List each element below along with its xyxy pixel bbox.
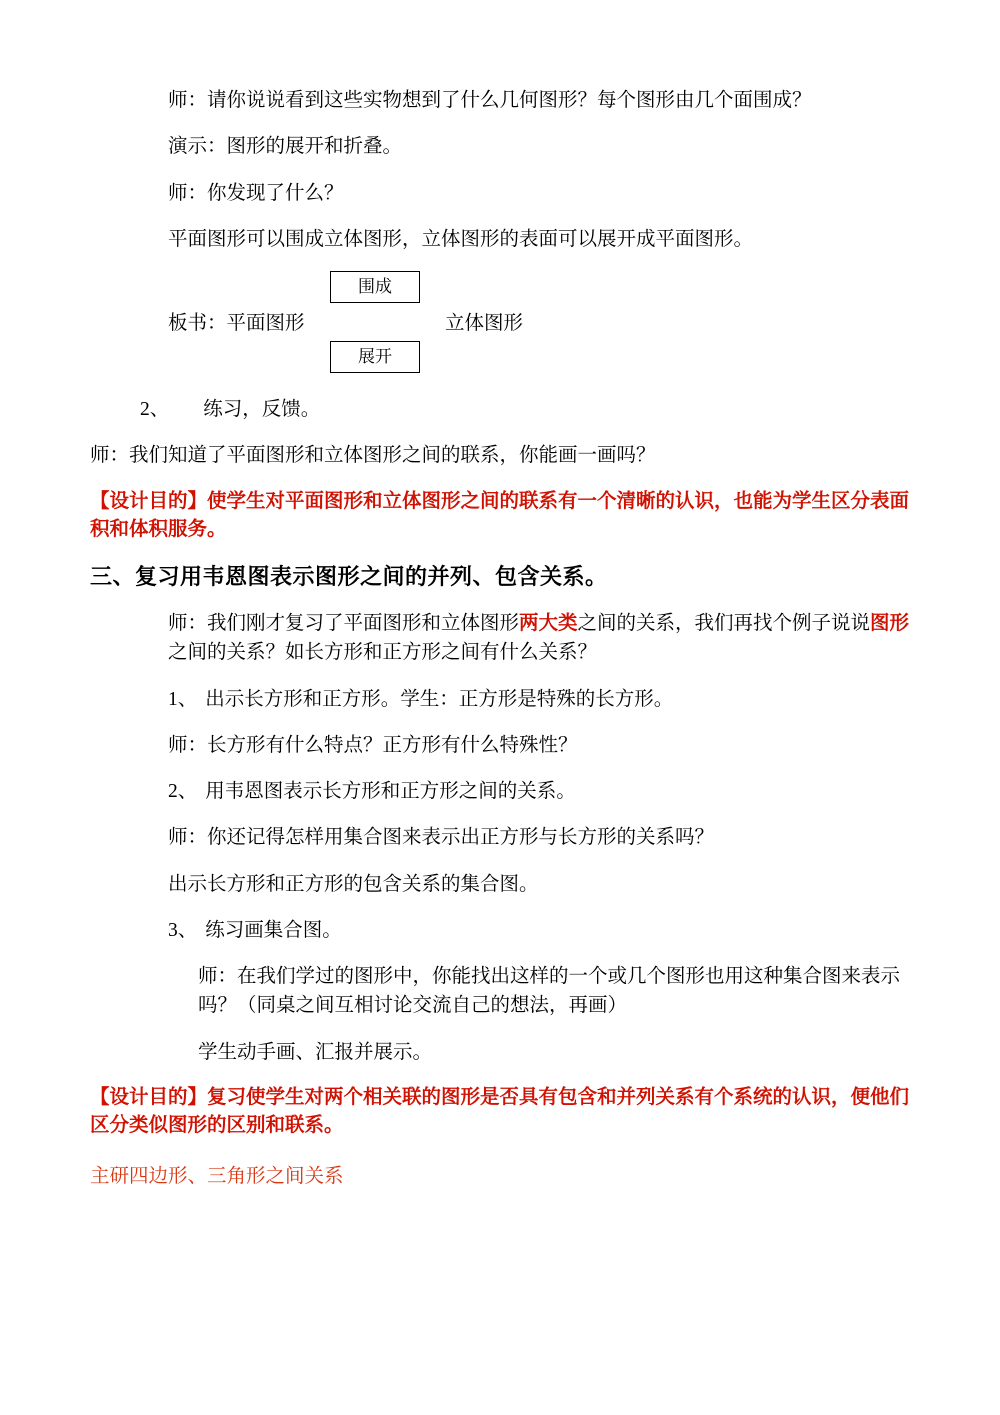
list-item-6-number: 3、 bbox=[168, 919, 198, 941]
p6-part2: 之间的关系，我们再找个例子说说 bbox=[577, 613, 871, 635]
p6-highlight-1: 两大类 bbox=[519, 613, 578, 635]
paragraph-teacher-question-5: 师：在我们学过的图形中，你能找出这样的一个或几个图形也用这种集合图来表示吗？（同桌之间互相讨论交流自己的想法，再画） bbox=[198, 966, 901, 1017]
paragraph-demo: 演示：图形的展开和折叠。 bbox=[168, 136, 403, 158]
list-item-number: 2、 bbox=[140, 399, 170, 420]
p6-highlight-2: 图形 bbox=[870, 613, 910, 635]
list-item-6-text: 练习画集合图。 bbox=[205, 919, 342, 941]
list-item-4-text: 师：你还记得怎样用集合图来表示出正方形与长方形的关系吗？ bbox=[168, 827, 715, 849]
p6-part3: 之间的关系？如长方形和正方形之间有什么关系？ bbox=[168, 642, 598, 664]
list-item-text: 练习，反馈。 bbox=[203, 399, 321, 420]
list-item-5 bbox=[90, 870, 920, 899]
design-purpose-text-1: 使学生对平面图形和立体图形之间的联系有一个清晰的认识，也能为学生区分表面积和体积服务。 bbox=[90, 490, 910, 540]
list-item-3-text: 用韦恩图表示长方形和正方形之间的关系。 bbox=[205, 781, 576, 803]
design-purpose-label-1: 【设计目的】 bbox=[90, 490, 208, 512]
document-body bbox=[90, 86, 920, 1209]
list-item-1-text: 出示长方形和正方形。学生：正方形是特殊的长方形。 bbox=[205, 688, 674, 710]
research-note: 主研四边形、三角形之间关系 bbox=[90, 1166, 344, 1188]
diagram-label-plane-figure: 板书：平面图形 bbox=[168, 313, 305, 334]
paragraph-teacher-question-2: 师：你发现了什么？ bbox=[168, 182, 344, 204]
blackboard-diagram bbox=[90, 271, 920, 389]
p6-part1: 师：我们刚才复习了平面图形和立体图形 bbox=[168, 613, 520, 635]
list-item-3 bbox=[90, 777, 920, 806]
list-item-6 bbox=[90, 916, 920, 945]
design-purpose-1 bbox=[90, 488, 920, 545]
paragraph-conclusion: 平面图形可以围成立体图形，立体图形的表面可以展开成平面图形。 bbox=[168, 228, 754, 250]
design-purpose-text-2: 复习使学生对两个相关联的图形是否具有包含和并列关系有个系统的认识，便他们区分类似图形的区别和联系。 bbox=[90, 1086, 910, 1137]
list-item-practice bbox=[90, 395, 920, 424]
paragraph-teacher-question-3: 师：我们知道了平面图形和立体图形之间的联系，你能画一画吗？ bbox=[90, 445, 656, 467]
list-item-2 bbox=[90, 731, 920, 760]
diagram-box-unfold: 展开 bbox=[330, 341, 420, 373]
list-item-1 bbox=[90, 685, 920, 714]
list-item-3-number: 2、 bbox=[168, 781, 198, 803]
paragraph-teacher-question-1: 师：请你说说看到这些实物想到了什么几何图形？每个图形由几个面围成？ bbox=[168, 90, 812, 111]
design-purpose-label-2: 【设计目的】 bbox=[90, 1086, 208, 1108]
list-item-2-text: 师：长方形有什么特点？正方形有什么特殊性？ bbox=[168, 734, 578, 756]
page-section-heading: 三、复习用韦恩图表示图形之间的并列、包含关系。 bbox=[90, 564, 608, 590]
list-item-5-text: 出示长方形和正方形的包含关系的集合图。 bbox=[168, 873, 539, 895]
list-item-1-number: 1、 bbox=[168, 688, 198, 710]
diagram-box-enclose: 围成 bbox=[330, 271, 420, 303]
design-purpose-2 bbox=[90, 1084, 920, 1141]
paragraph-teacher-question-4 bbox=[90, 609, 920, 668]
list-item-4 bbox=[90, 823, 920, 852]
diagram-label-solid-figure: 立体图形 bbox=[445, 313, 524, 334]
paragraph-student-activity: 学生动手画、汇报并展示。 bbox=[198, 1041, 433, 1063]
